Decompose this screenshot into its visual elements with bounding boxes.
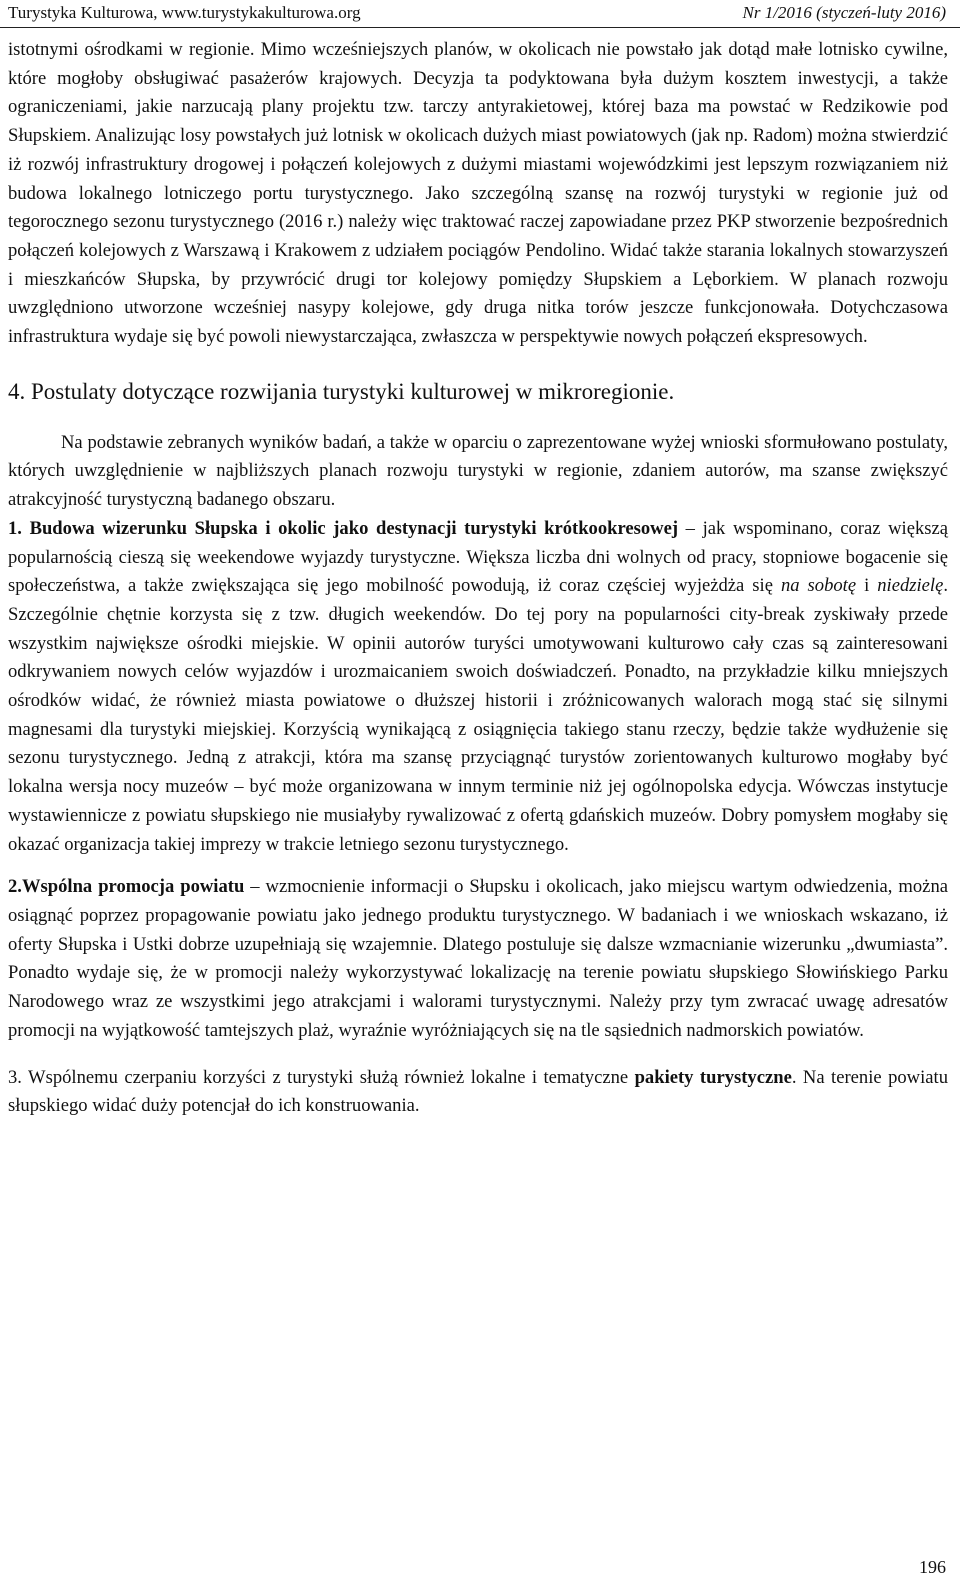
postulate-1 (8, 515, 948, 859)
paragraph-intro: Na podstawie zebranych wyników badań, a także w oparciu o zaprezentowane wyżej wnioski sformułowano postulaty, których uwzględnienie w najbliższych planach rozwoju turystyki w regionie, zdaniem autorów, ma szanse zwiększyć atrakcyjność turystyczną badanego obszaru. (8, 431, 948, 511)
postulate-1-text-a: – jak wspominano, coraz większą popularnością cieszą się weekendowe wyjazdy turystyczne. Większa liczba dni wolnych od pracy, stopniowe bogacenie się społeczeństwa, a także zwiększająca się jego mobilność powodują, iż coraz częściej wyjeżdża się (8, 517, 948, 597)
postulate-2-heading: 2.Wspólna promocja powiatu (8, 876, 245, 898)
issue-label: Nr 1/2016 (styczeń-luty 2016) (742, 3, 946, 22)
postulate-1-text-c: . Szczególnie chętnie korzysta się z tzw. długich weekendów. Do tej pory na popularności city-break zyskiwały przede wszystkim największe ośrodki miejskie. W opinii autorów turyści umotywowani kulturowo cały czas są zainteresowani odkrywaniem nowych celów wyjazdów i urozmaicaniem swoich doświadczeń. Ponadto, na przykładzie kilku mniejszych ośrodków widać, że również miasta powiatowe o dłuższej historii i zróżnicowanych walorach mogą stać się silnymi magnesami dla turystyki miejskiej. Korzyścią wynikającą z osiągnięcia takiego stanu rzeczy, będzie także wydłużenie się sezonu turystycznego. Jedną z atrakcji, która ma szansę przyciągnąć turystów zorientowanych kulturowo mogłaby być lokalna wersja nocy muzeów – być może organizowana w innym terminie niż jej ogólnopolska edycja. Wówczas instytucje wystawiennicze z powiatu słupskiego nie musiałyby rywalizować z ofertą gdańskich muzeów. Dobry pomysłem mogłaby się okazać organizacja takiej imprezy w trakcie letniego sezonu turystycznego. (8, 575, 948, 855)
postulate-3 (8, 1064, 948, 1121)
postulate-2-text: – wzmocnienie informacji o Słupsku i okolicach, jako miejscu wartym odwiedzenia, można osiągnąć poprzez propagowanie powiatu jako jednego produktu turystycznego. W badaniach i we wnioskach wskazano, iż oferty Słupska i Ustki dobrze uzupełniają się wzajemnie. Dlatego postuluje się dalsze wzmacnianie wizerunku „dwumiasta”. Ponadto wydaje się, że w promocji należy wykorzystywać lokalizację na terenie powiatu słupskiego Słowińskiego Parku Narodowego wraz ze wszystkimi jego atrakcjami i walorami turystycznymi. Należy przy tym zwracać uwagę adresatów promocji na wyjątkowość tamtejszych plaż, wyraźnie wyróżniających się na tle sąsiednich nadmorskich powiatów. (8, 876, 948, 1041)
postulate-3-text-b: . Na terenie powiatu słupskiego widać duży potencjał do ich konstruowania. (8, 1066, 948, 1117)
postulate-1-italic-a: na sobotę (780, 575, 857, 597)
paragraph-infrastructure: istotnymi ośrodkami w regionie. Mimo wcześniejszych planów, w okolicach nie powstało jak dotąd małe lotnisko cywilne, które mogłoby obsługiwać pasażerów krajowych. Decyzja ta podyktowana była dużym kosztem inwestycji, a także ograniczeniami, jakie narzucają plany projektu tzw. tarczy antyrakietowej, której baza ma powstać w Redzikowie pod Słupskiem. Analizując losy powstałych już lotnisk w okolicach dużych miast powiatowych (jak np. Radom) można stwierdzić iż rozwój infrastruktury drogowej i połączeń kolejowych z dużymi miastami wojewódzkimi jest lepszym rozwiązaniem niż budowa lokalnego lotniczego portu turystycznego. Jako szczególną szansę na rozwój turystyki w regionie już od tegorocznego sezonu turystycznego (2016 r.) należy więc traktować raczej zapowiadane przez PKP stworzenie bezpośrednich połączeń kolejowych z Warszawą i Krakowem z udziałem pociągów Pendolino. Widać także starania lokalnych stowarzyszeń i mieszkańców Słupska, by przywrócić drugi tor kolejowy pomiędzy Słupskiem a Lęborkiem. W planach rozwoju uwzględniono utworzone wcześniej nasypy kolejowe, gdy druga nitka torów jeszcze funkcjonowała. Dotychczasowa infrastruktura wydaje się być powoli niewystarczająca, zwłaszcza w perspektywie nowych połączeń ekspresowych. (8, 39, 948, 348)
running-header (0, 0, 960, 28)
section-heading: 4. Postulaty dotyczące rozwijania turystyki kulturowej w mikroregionie. (8, 378, 675, 404)
postulate-3-bold: pakiety turystyczne (634, 1066, 792, 1088)
article-body (8, 36, 948, 1121)
postulate-1-italic-b: niedzielę (877, 575, 944, 597)
postulate-1-heading: 1. Budowa wizerunku Słupska i okolic jako destynacji turystyki krótkookresowej (8, 517, 679, 539)
postulate-2 (8, 873, 948, 1045)
journal-title: Turystyka Kulturowa, www.turystykakulturowa.org (8, 3, 361, 22)
page-number: 196 (919, 1557, 946, 1577)
postulate-3-text-a: 3. Wspólnemu czerpaniu korzyści z turystyki służą również lokalne i tematyczne (8, 1066, 635, 1088)
postulate-1-text-b: i (856, 575, 878, 597)
